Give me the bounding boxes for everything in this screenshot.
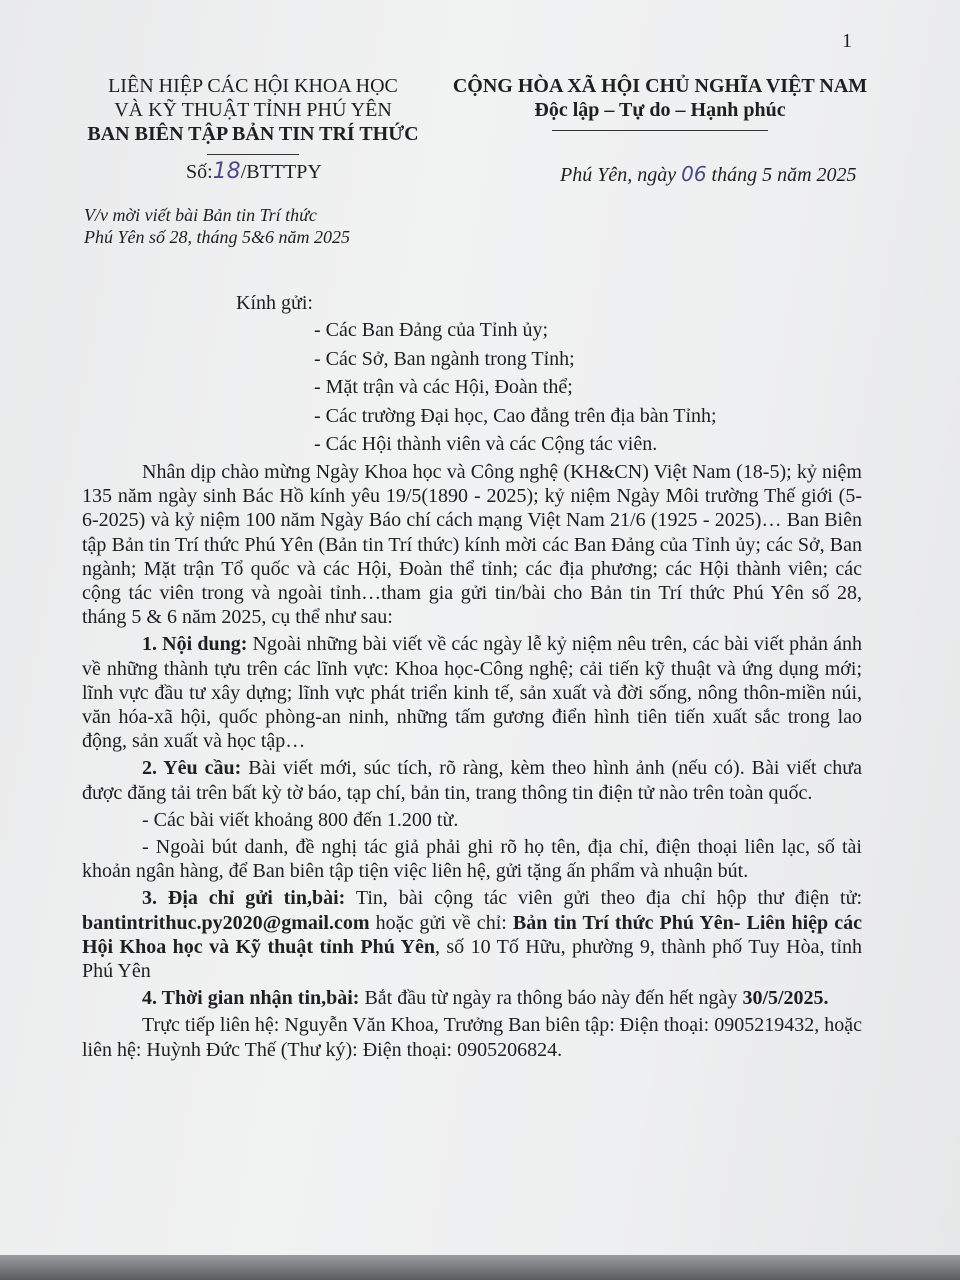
section-content-heading: 1. Nội dung: [142,633,248,656]
country-name: CỘNG HÒA XÃ HỘI CHỦ NGHĨA VIỆT NAM [452,75,868,97]
contact-email: bantintrithuc.py2020@gmail.com [82,911,370,934]
recipient-item: - Các Sở, Ban ngành trong Tỉnh; [314,347,575,370]
section-address [82,886,862,983]
section-requirements-heading: 2. Yêu cầu: [142,757,242,780]
subject-line-2: Phú Yên số 28, tháng 5&6 năm 2025 [84,227,351,247]
section-address-heading: 3. Địa chỉ gửi tin,bài: [142,887,346,910]
section-deadline-text: Bắt đầu từ ngày ra thông báo này đến hết ngày [359,987,743,1010]
national-header [450,74,870,131]
section-requirements-text: Bài viết mới, súc tích, rõ ràng, kèm theo hình ảnh (nếu có). Bài viết chưa được đăng tải trên bất kỳ tờ báo, tạp chí, bản tin, trang thông tin điện tử nào trên toàn quốc. [82,757,862,804]
org-line-3: BAN BIÊN TẬP BẢN TIN TRÍ THỨC [87,123,419,145]
section-address-text-1: Tin, bài cộng tác viên gửi theo địa chỉ hộp thư điện tử: [345,887,863,910]
org-line-2: VÀ KỸ THUẬT TỈNH PHÚ YÊN [114,99,392,121]
motto-underline [552,130,768,131]
page-number: 1 [842,30,852,52]
section-content-text: Ngoài những bài viết về các ngày lễ kỷ niệm nêu trên, các bài viết phản ánh về những thành tựu trên các lĩnh vực: Khoa học-Công nghệ; cải tiến kỹ thuật và ứng dụng mới; lĩnh vực đầu tư xây dựng; lĩnh vực phát triển kinh tế, sản xuất và đời sống, nông thôn-miền núi, văn hóa-xã hội, quốc phòng-an ninh, những tấm gương điển hình tiên tiến xuất sắc trong lao động, sản xuất và học tập… [82,633,862,753]
issuing-organization [58,74,448,155]
intro-paragraph: Nhân dịp chào mừng Ngày Khoa học và Công nghệ (KH&CN) Việt Nam (18-5); kỷ niệm 135 năm ngày sinh Bác Hồ kính yêu 19/5(1890 - 2025); kỷ niệm Ngày Môi trường Thế giới (5-6-2025) và kỷ niệm 100 năm Ngày Báo chí cách mạng Việt Nam 21/6 (1925 - 2025)… Ban Biên tập Bản tin Trí thức Phú Yên (Bản tin Trí thức) kính mời các Ban Đảng của Tỉnh ủy; các Sở, Ban ngành; Mặt trận Tổ quốc và các Hội, Đoàn thể tỉnh; các địa phương; các Hội thành viên; các cộng tác viên trong và ngoài tỉnh…tham gia gửi tin/bài cho Bản tin Trí thức Phú Yên số 28, tháng 5 & 6 năm 2025, cụ thể như sau: [82,461,862,629]
mailing-organization: Bản tin Trí thức Phú Yên- Liên hiệp các Hội Khoa học và Kỹ thuật tỉnh Phú Yên [82,911,862,958]
page-shadow [0,1255,960,1280]
section-address-text-2: hoặc gửi về chỉ: [369,911,513,934]
subject-line [84,204,350,248]
requirement-word-count: - Các bài viết khoảng 800 đến 1.200 từ. [142,808,459,831]
deadline-date: 30/5/2025. [742,987,829,1010]
section-address-text-3: , số 10 Tố Hữu, phường 9, thành phố Tuy Hòa, tỉnh Phú Yên [82,935,862,983]
recipient-item: - Các Ban Đảng của Tỉnh ủy; [314,319,549,341]
doc-number-suffix: /BTTTPY [240,161,322,183]
section-deadline-heading: 4. Thời gian nhận tin,bài: [142,987,360,1010]
letter-body [82,460,862,1062]
section-content [82,632,862,753]
section-deadline [82,986,862,1010]
date-suffix: tháng 5 năm 2025 [706,164,857,186]
recipient-item: - Mặt trận và các Hội, Đoàn thể; [314,376,573,399]
org-line-1: LIÊN HIỆP CÁC HỘI KHOA HỌC [108,75,398,97]
recipient-item: - Các trường Đại học, Cao đẳng trên địa bàn Tỉnh; [314,404,717,427]
requirement-author-info: - Ngoài bút danh, đề nghị tác giả phải ghi rõ họ tên, địa chỉ, điện thoại liên lạc, số tài khoản ngân hàng, để Ban biên tập tiện việc liên hệ, gửi tặng ấn phẩm và nhuận bút. [82,836,862,883]
doc-number-prefix: Số: [186,161,213,183]
document-number [186,159,322,184]
date-day-handwritten: 06 [681,162,707,186]
subject-line-1: V/v mời viết bài Bản tin Trí thức [84,205,317,225]
recipient-list [314,316,717,459]
salutation: Kính gửi: [236,292,313,314]
recipient-item: - Các Hội thành viên và các Cộng tác viên. [314,433,658,456]
national-motto: Độc lập – Tự do – Hạnh phúc [534,99,786,121]
document-date [560,162,857,187]
doc-number-handwritten: 18 [212,159,241,184]
section-requirements [82,756,862,804]
org-underline [207,154,299,155]
date-prefix: Phú Yên, ngày [560,164,682,186]
contact-paragraph: Trực tiếp liên hệ: Nguyễn Văn Khoa, Trưởng Ban biên tập: Điện thoại: 0905219432, hoặc liên hệ: Huỳnh Đức Thế (Thư ký): Điện thoại: 0905206824. [82,1014,862,1061]
